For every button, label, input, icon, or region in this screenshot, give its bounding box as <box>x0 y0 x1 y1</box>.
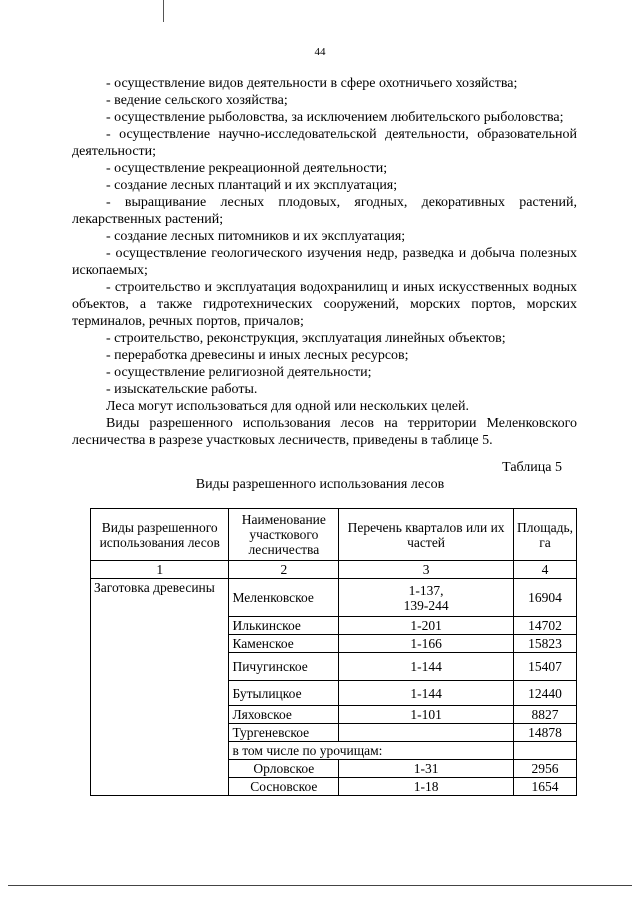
body-text <box>72 75 577 449</box>
page-number: 44 <box>314 46 326 58</box>
tract-name: Орловское <box>229 760 339 778</box>
list-item: - осуществление рыболовства, за исключением любительского рыболовства; <box>106 110 564 125</box>
list-item: - выращивание лесных плодовых, ягодных, декоративных растений, лекарственных растений; <box>72 195 577 227</box>
quarters-cell <box>339 724 514 742</box>
quarters-cell: 1-144 <box>339 681 514 706</box>
column-number-row <box>91 561 577 579</box>
paragraph: Виды разрешенного использования лесов на территории Меленковского лесничества в разрезе участковых лесничеств, приведены в таблице 5. <box>72 416 577 448</box>
table-title: Виды разрешенного использования лесов <box>195 477 445 492</box>
forestry-name: Каменское <box>229 635 339 653</box>
tract-name: Сосновское <box>229 778 339 796</box>
forestry-name: Меленковское <box>229 579 339 617</box>
area-cell: 1654 <box>513 778 576 796</box>
forestry-name: Тургеневское <box>229 724 339 742</box>
area-cell: 2956 <box>513 760 576 778</box>
use-type-cell: Заготовка древесины <box>91 579 229 796</box>
list-item: - осуществление рекреационной деятельности; <box>106 161 388 176</box>
list-item: - осуществление видов деятельности в сфере охотничьего хозяйства; <box>106 76 518 91</box>
quarters-cell: 1-201 <box>339 617 514 635</box>
forestry-name: Пичугинское <box>229 653 339 681</box>
column-number: 4 <box>513 561 576 579</box>
header-cell: Площадь, га <box>513 509 576 561</box>
area-cell: 14878 <box>513 724 576 742</box>
area-cell: 8827 <box>513 706 576 724</box>
list-item: - осуществление геологического изучения недр, разведка и добыча полезных ископаемых; <box>72 246 577 278</box>
column-number: 1 <box>91 561 229 579</box>
list-item: - изыскательские работы. <box>106 382 258 397</box>
forestry-name: Ляховское <box>229 706 339 724</box>
header-cell: Перечень кварталов или их частей <box>339 509 514 561</box>
column-number: 3 <box>339 561 514 579</box>
area-cell: 16904 <box>513 579 576 617</box>
quarters-cell: 1-166 <box>339 635 514 653</box>
area-cell: 15407 <box>513 653 576 681</box>
list-item: - строительство и эксплуатация водохранилищ и иных искусственных водных объектов, а также гидротехнических сооружений, морских портов, морских терминалов, речных портов, причалов; <box>72 280 577 329</box>
column-number: 2 <box>229 561 339 579</box>
list-item: - ведение сельского хозяйства; <box>106 93 288 108</box>
list-item: - осуществление научно-исследовательской деятельности, образовательной деятельности; <box>72 127 577 159</box>
forest-use-table <box>90 508 577 796</box>
scan-artifact-line <box>163 0 164 22</box>
list-item: - создание лесных плантаций и их эксплуатация; <box>106 178 398 193</box>
table-row <box>91 579 577 617</box>
header-cell: Наименование участкового лесничества <box>229 509 339 561</box>
list-item: - строительство, реконструкция, эксплуатация линейных объектов; <box>106 331 506 346</box>
list-item: - осуществление религиозной деятельности; <box>106 365 372 380</box>
empty-area-cell <box>513 742 576 760</box>
area-cell: 12440 <box>513 681 576 706</box>
quarters-cell: 1-144 <box>339 653 514 681</box>
area-cell: 14702 <box>513 617 576 635</box>
forestry-name: Бутылицкое <box>229 681 339 706</box>
table-label: Таблица 5 <box>502 460 562 475</box>
scan-artifact-line <box>8 885 632 886</box>
forestry-name: Илькинское <box>229 617 339 635</box>
header-cell: Виды разрешенного использования лесов <box>91 509 229 561</box>
quarters-cell: 1-31 <box>339 760 514 778</box>
table-header-row <box>91 509 577 561</box>
quarters-cell: 1-137, 139-244 <box>339 579 514 617</box>
list-item: - создание лесных питомников и их эксплуатация; <box>106 229 406 244</box>
area-cell: 15823 <box>513 635 576 653</box>
subheading-cell: в том числе по урочищам: <box>229 742 514 760</box>
quarters-cell: 1-101 <box>339 706 514 724</box>
list-item: - переработка древесины и иных лесных ресурсов; <box>106 348 409 363</box>
paragraph: Леса могут использоваться для одной или нескольких целей. <box>106 399 470 414</box>
quarters-cell: 1-18 <box>339 778 514 796</box>
